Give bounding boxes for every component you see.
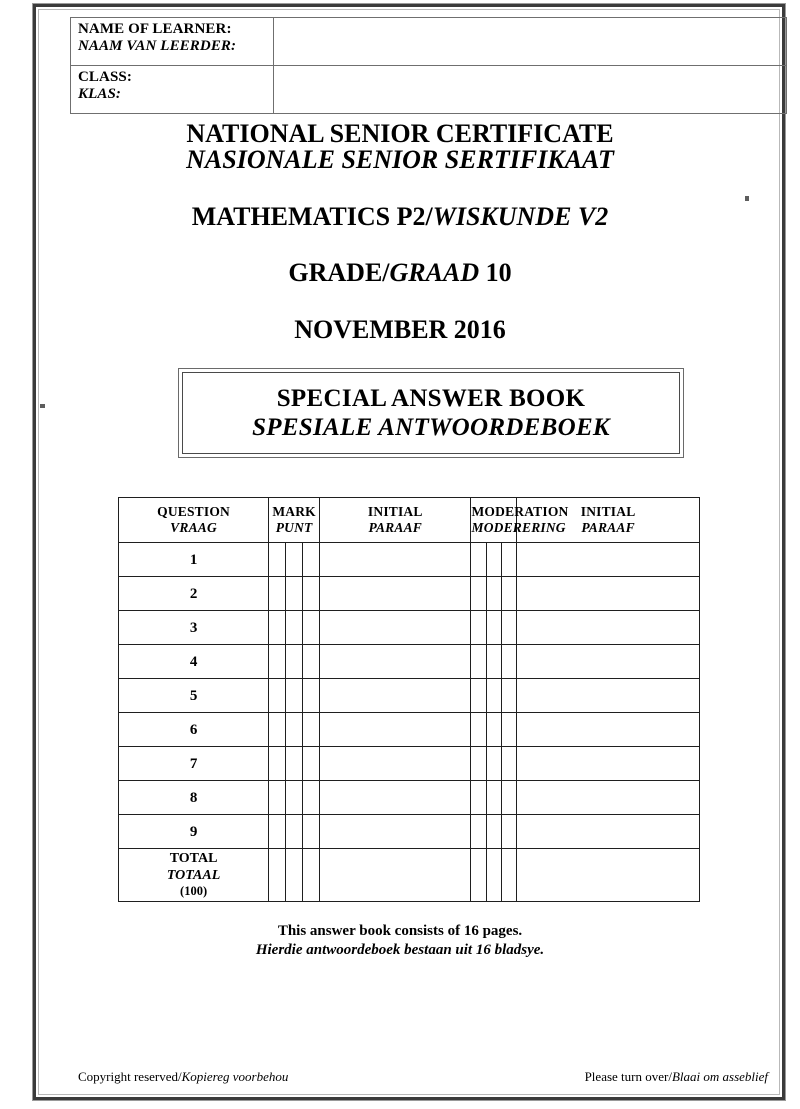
initial-entry-cell[interactable] xyxy=(517,747,700,781)
header-question-en: QUESTION xyxy=(157,504,230,520)
moderation-entry-cell[interactable] xyxy=(486,679,501,713)
mark-entry-cell[interactable] xyxy=(269,543,286,577)
initial-entry-cell[interactable] xyxy=(517,645,700,679)
turn-over-notice-en: Please turn over/ xyxy=(584,1069,672,1084)
initial-entry-cell[interactable] xyxy=(320,815,471,849)
table-row-total xyxy=(119,849,700,902)
question-number: 1 xyxy=(189,551,198,568)
question-number: 7 xyxy=(189,755,198,772)
moderation-entry-cell[interactable] xyxy=(501,611,516,645)
initial-entry-cell[interactable] xyxy=(320,577,471,611)
grade-label-af: GRAAD xyxy=(389,258,480,287)
question-number: 6 xyxy=(189,721,198,738)
mark-entry-cell[interactable] xyxy=(269,747,286,781)
question-number: 3 xyxy=(189,619,198,636)
question-number: 2 xyxy=(189,585,198,602)
header-initial-1 xyxy=(320,498,471,543)
mark-entry-cell[interactable] xyxy=(286,815,303,849)
pages-notice-en: This answer book consists of 16 pages. xyxy=(277,923,523,939)
moderation-entry-cell[interactable] xyxy=(486,815,501,849)
initial-entry-cell[interactable] xyxy=(320,645,471,679)
header-mark-af: PUNT xyxy=(275,519,313,535)
initial-entry-cell[interactable] xyxy=(320,543,471,577)
mark-entry-cell[interactable] xyxy=(286,781,303,815)
mark-entry-cell[interactable] xyxy=(269,815,286,849)
class-label-cell xyxy=(71,66,274,114)
mark-entry-cell[interactable] xyxy=(269,577,286,611)
initial-entry-cell[interactable] xyxy=(517,577,700,611)
header-initial-2-en: INITIAL xyxy=(580,504,636,520)
learner-name-input-cell[interactable] xyxy=(274,18,787,66)
header-question-af: VRAAG xyxy=(170,519,217,535)
mark-entry-cell[interactable] xyxy=(286,747,303,781)
header-moderation-af: MODERERING xyxy=(471,519,566,535)
table-row xyxy=(71,18,787,66)
turn-over-notice-af: Blaai om asseblief xyxy=(671,1069,768,1084)
moderation-entry-cell[interactable] xyxy=(501,645,516,679)
initial-entry-cell[interactable] xyxy=(517,713,700,747)
mark-entry-cell[interactable] xyxy=(269,611,286,645)
moderation-entry-cell[interactable] xyxy=(471,713,486,747)
mark-entry-cell[interactable] xyxy=(286,849,303,902)
mark-entry-cell[interactable] xyxy=(303,849,320,902)
moderation-entry-cell[interactable] xyxy=(486,577,501,611)
moderation-entry-cell[interactable] xyxy=(471,849,486,902)
pages-notice-af: Hierdie antwoordeboek bestaan uit 16 bladsye. xyxy=(255,942,545,959)
header-initial-1-af: PARAAF xyxy=(368,519,422,535)
question-number-cell xyxy=(119,815,269,849)
heading-block xyxy=(60,121,740,343)
moderation-entry-cell[interactable] xyxy=(501,713,516,747)
initial-entry-cell[interactable] xyxy=(517,781,700,815)
moderation-entry-cell[interactable] xyxy=(471,781,486,815)
question-number-cell xyxy=(119,679,269,713)
class-label-af: KLAS: xyxy=(78,85,122,102)
question-number-cell xyxy=(119,747,269,781)
mark-entry-cell[interactable] xyxy=(269,849,286,902)
special-answer-book-title-af: SPESIALE ANTWOORDEBOEK xyxy=(252,414,610,441)
table-row xyxy=(119,781,700,815)
question-number-cell xyxy=(119,645,269,679)
learner-name-label-af: NAAM VAN LEERDER: xyxy=(78,37,237,54)
table-row xyxy=(119,713,700,747)
mark-entry-cell[interactable] xyxy=(286,645,303,679)
header-question xyxy=(119,498,269,543)
moderation-entry-cell[interactable] xyxy=(471,543,486,577)
pages-notice xyxy=(60,922,740,960)
special-answer-book-title-en: SPECIAL ANSWER BOOK xyxy=(276,384,586,412)
moderation-entry-cell[interactable] xyxy=(486,543,501,577)
exam-date: NOVEMBER 2016 xyxy=(294,315,506,344)
certificate-title-en: NATIONAL SENIOR CERTIFICATE xyxy=(186,119,614,148)
table-row xyxy=(119,645,700,679)
learner-info-table xyxy=(70,17,787,114)
table-row xyxy=(119,679,700,713)
mark-entry-cell[interactable] xyxy=(303,815,320,849)
initial-entry-cell[interactable] xyxy=(320,679,471,713)
moderation-entry-cell[interactable] xyxy=(471,577,486,611)
mark-entry-cell[interactable] xyxy=(303,611,320,645)
mark-entry-cell[interactable] xyxy=(286,611,303,645)
moderation-entry-cell[interactable] xyxy=(501,679,516,713)
initial-entry-cell[interactable] xyxy=(320,781,471,815)
grade-title xyxy=(60,260,740,286)
header-mark-en: MARK xyxy=(272,504,316,520)
marks-summary-table xyxy=(118,497,700,902)
moderation-entry-cell[interactable] xyxy=(501,849,516,902)
header-initial-1-en: INITIAL xyxy=(367,504,423,520)
scan-artifact-speck xyxy=(745,196,749,201)
mark-entry-cell[interactable] xyxy=(286,713,303,747)
moderation-entry-cell[interactable] xyxy=(471,747,486,781)
mark-entry-cell[interactable] xyxy=(303,713,320,747)
mark-entry-cell[interactable] xyxy=(269,713,286,747)
subject-title xyxy=(60,204,740,230)
moderation-entry-cell[interactable] xyxy=(486,781,501,815)
subject-title-en: MATHEMATICS P2/ xyxy=(191,202,433,231)
table-row xyxy=(71,66,787,114)
mark-entry-cell[interactable] xyxy=(303,645,320,679)
page-footer xyxy=(78,1069,768,1085)
initial-entry-cell[interactable] xyxy=(517,679,700,713)
header-moderation-en: MODERATION xyxy=(471,504,569,520)
moderation-entry-cell[interactable] xyxy=(501,543,516,577)
moderation-entry-cell[interactable] xyxy=(471,815,486,849)
table-row xyxy=(119,815,700,849)
mark-entry-cell[interactable] xyxy=(286,679,303,713)
initial-entry-cell[interactable] xyxy=(320,747,471,781)
mark-entry-cell[interactable] xyxy=(286,577,303,611)
learner-name-label-cell xyxy=(71,18,274,66)
total-label-cell xyxy=(119,849,269,902)
mark-entry-cell[interactable] xyxy=(303,781,320,815)
mark-entry-cell[interactable] xyxy=(303,747,320,781)
subject-title-af: WISKUNDE V2 xyxy=(432,202,609,231)
class-input-cell[interactable] xyxy=(274,66,787,114)
mark-entry-cell[interactable] xyxy=(269,781,286,815)
moderation-entry-cell[interactable] xyxy=(486,713,501,747)
moderation-entry-cell[interactable] xyxy=(486,645,501,679)
mark-entry-cell[interactable] xyxy=(269,645,286,679)
table-header-row xyxy=(119,498,700,543)
initial-entry-cell[interactable] xyxy=(320,611,471,645)
total-label-af: TOTAAL xyxy=(166,867,221,883)
moderation-entry-cell[interactable] xyxy=(471,679,486,713)
learner-name-label-en: NAME OF LEARNER: xyxy=(78,21,232,37)
initial-entry-cell[interactable] xyxy=(517,543,700,577)
header-initial-2-af: PARAAF xyxy=(581,519,635,535)
question-number-cell xyxy=(119,577,269,611)
moderation-entry-cell[interactable] xyxy=(501,747,516,781)
scan-artifact-speck xyxy=(40,404,45,408)
copyright-notice-en: Copyright reserved/ xyxy=(78,1069,182,1084)
initial-entry-cell[interactable] xyxy=(517,815,700,849)
question-number: 9 xyxy=(189,823,198,840)
moderation-entry-cell[interactable] xyxy=(501,577,516,611)
moderation-entry-cell[interactable] xyxy=(471,645,486,679)
table-row xyxy=(119,577,700,611)
header-mark xyxy=(269,498,320,543)
initial-entry-cell[interactable] xyxy=(517,849,700,902)
table-row xyxy=(119,611,700,645)
initial-entry-cell[interactable] xyxy=(517,611,700,645)
question-number: 5 xyxy=(189,687,198,704)
total-label-en: TOTAL xyxy=(169,850,218,866)
question-number-cell xyxy=(119,611,269,645)
moderation-entry-cell[interactable] xyxy=(486,611,501,645)
turn-over-notice xyxy=(585,1069,768,1085)
grade-number: 10 xyxy=(485,258,512,287)
mark-entry-cell[interactable] xyxy=(303,679,320,713)
header-moderation xyxy=(471,498,569,543)
table-row xyxy=(119,747,700,781)
initial-entry-cell[interactable] xyxy=(320,713,471,747)
moderation-entry-cell[interactable] xyxy=(486,747,501,781)
mark-entry-cell[interactable] xyxy=(269,679,286,713)
moderation-entry-cell[interactable] xyxy=(501,781,516,815)
initial-entry-cell[interactable] xyxy=(320,849,471,902)
table-row xyxy=(119,543,700,577)
certificate-title-af: NASIONALE SENIOR SERTIFIKAAT xyxy=(186,145,614,174)
copyright-notice-af: Kopiereg voorbehou xyxy=(181,1069,289,1084)
special-answer-book-box-inner xyxy=(182,372,680,454)
moderation-entry-cell[interactable] xyxy=(471,611,486,645)
question-number-cell xyxy=(119,543,269,577)
total-max-marks: (100) xyxy=(180,884,208,899)
question-number: 4 xyxy=(189,653,198,670)
moderation-entry-cell[interactable] xyxy=(501,815,516,849)
question-number-cell xyxy=(119,781,269,815)
grade-label-en: GRADE/ xyxy=(288,258,390,287)
copyright-notice xyxy=(78,1069,288,1085)
moderation-entry-cell[interactable] xyxy=(486,849,501,902)
question-number: 8 xyxy=(189,789,198,806)
special-answer-book-box xyxy=(178,368,684,458)
mark-entry-cell[interactable] xyxy=(303,543,320,577)
question-number-cell xyxy=(119,713,269,747)
class-label-en: CLASS: xyxy=(78,69,132,85)
mark-entry-cell[interactable] xyxy=(303,577,320,611)
mark-entry-cell[interactable] xyxy=(286,543,303,577)
